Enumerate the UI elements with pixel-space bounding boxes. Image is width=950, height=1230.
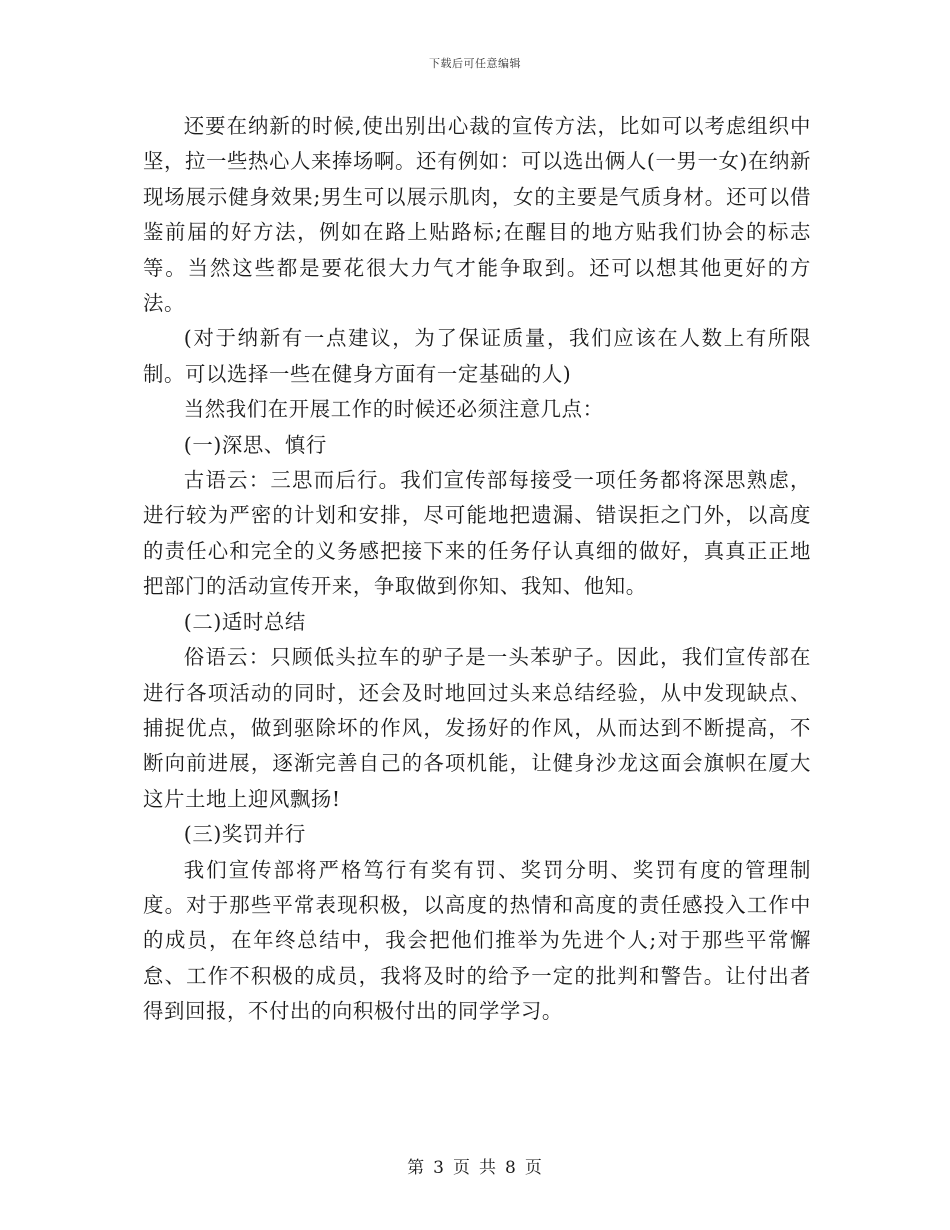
paragraph-recruitment-suggestion: (对于纳新有一点建议，为了保证质量，我们应该在人数上有所限制。可以选择一些在健身方面有一定基础的人) (143, 326, 811, 386)
paragraph-section-1: 古语云：三思而后行。我们宣传部每接受一项任务都将深思熟虑，进行较为严密的计划和安排，尽可能地把遗漏、错误拒之门外，以高度的责任心和完全的义务感把接下来的任务仔认真细的做好，真真正正地把部门的活动宣传开来，争取做到你知、我知、他知。 (143, 468, 811, 599)
footer-total-word: 共 (479, 1158, 497, 1178)
page-header: 下载后可任意编辑 (429, 57, 521, 70)
section-heading-2: (二)适时总结 (183, 609, 306, 634)
footer-prefix: 第 (407, 1158, 426, 1178)
document-body (143, 109, 811, 1030)
footer-total-pages: 8 (505, 1158, 517, 1178)
paragraph-recruitment-methods: 还要在纳新的时候,使出别出心裁的宣传方法，比如可以考虑组织中坚，拉一些热心人来捧场啊。还有例如：可以选出俩人(一男一女)在纳新现场展示健身效果;男生可以展示肌肉，女的主要是气质身材。还可以借鉴前届的好方法，例如在路上贴路标;在醒目的地方贴我们协会的标志等。当然这些都是要花很大力气才能争取到。还可以想其他更好的方法。 (143, 114, 811, 316)
page-footer (0, 1153, 950, 1178)
footer-page-word: 页 (453, 1158, 471, 1178)
section-heading-3: (三)奖罚并行 (183, 822, 306, 847)
paragraph-section-3: 我们宣传部将严格笃行有奖有罚、奖罚分明、奖罚有度的管理制度。对于那些平常表现积极，以高度的热情和高度的责任感投入工作中的成员，在年终总结中，我会把他们推举为先进个人;对于那些平常懈怠、工作不积极的成员，我将及时的给予一定的批判和警告。让付出者得到回报，不付出的向积极付出的同学学习。 (143, 857, 811, 1024)
paragraph-notes-intro: 当然我们在开展工作的时候还必须注意几点： (183, 397, 604, 422)
section-heading-1: (一)深思、慎行 (183, 432, 327, 457)
footer-suffix: 页 (524, 1158, 543, 1178)
paragraph-section-2: 俗语云：只顾低头拉车的驴子是一头苯驴子。因此，我们宣传部在进行各项活动的同时，还会及时地回过头来总结经验，从中发现缺点、捕捉优点，做到驱除坏的作风，发扬好的作风，从而达到不断提高，不断向前进展，逐渐完善自己的各项机能，让健身沙龙这面会旗帜在厦大这片土地上迎风飘扬! (143, 645, 811, 811)
footer-current-page: 3 (433, 1158, 445, 1178)
